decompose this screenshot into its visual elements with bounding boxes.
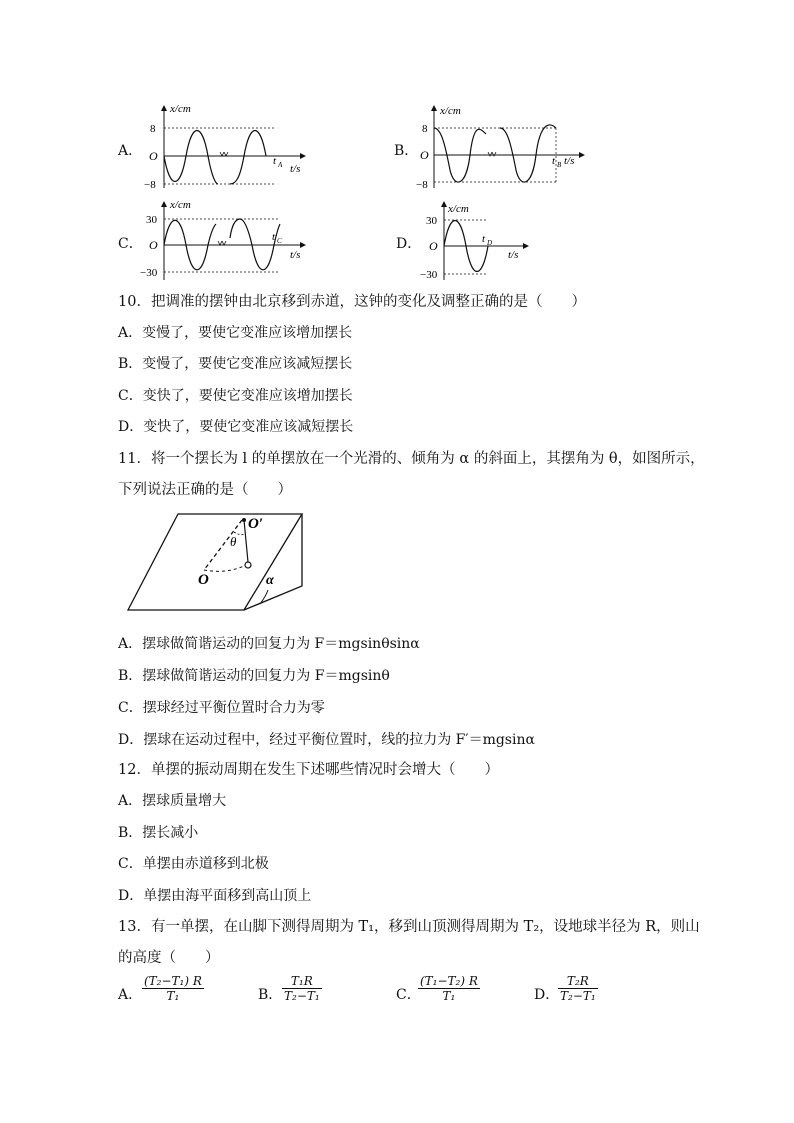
option-b: B．变慢了，要使它变准应该减短摆长 xyxy=(118,356,353,372)
label-o-prime: O′ xyxy=(248,516,264,532)
label-alpha: α xyxy=(266,573,274,588)
option-letter: B． xyxy=(394,143,419,159)
x-axis-label: t/s xyxy=(290,249,301,261)
numerator: (T₂−T₁) R xyxy=(144,974,202,988)
x-axis-label: t/s xyxy=(290,163,301,175)
t-marker-sub: C xyxy=(277,237,282,245)
y-axis-label: x/cm xyxy=(440,105,461,117)
option-a: A．摆球质量增大 xyxy=(118,793,227,809)
t-marker: t xyxy=(482,233,486,245)
option-letter: A． xyxy=(118,143,143,159)
option-d: D．单摆由海平面移到高山顶上 xyxy=(118,888,312,904)
option-c: C．摆球经过平衡位置时合力为零 xyxy=(118,700,325,716)
graph-d xyxy=(416,198,536,283)
denominator: T₂−T₁ xyxy=(284,989,320,1003)
option-a: A．摆球做简谐运动的回复力为 F＝mgsinθsinα xyxy=(118,636,420,652)
x-axis-label: t/s xyxy=(508,249,519,261)
incline-pendulum-figure xyxy=(120,508,320,616)
tick-top: 30 xyxy=(426,215,437,227)
option-d-fraction xyxy=(558,974,598,1003)
graph-c xyxy=(140,198,310,283)
option-b: B．摆长减小 xyxy=(118,825,199,841)
y-axis-label: x/cm xyxy=(448,203,469,215)
denominator: T₁ xyxy=(418,988,480,1003)
tick-bottom: −30 xyxy=(140,267,158,279)
t-marker-sub: D xyxy=(487,239,493,247)
question-stem: 12．单摆的振动周期在发生下述哪些情况时会增大（ ） xyxy=(118,762,499,778)
option-letter-d: D． xyxy=(534,987,560,1003)
option-letter: C． xyxy=(118,236,143,252)
origin-label: O xyxy=(149,149,158,163)
option-b: B．摆球做简谐运动的回复力为 F＝mgsinθ xyxy=(118,668,390,684)
option-c-fraction xyxy=(418,974,480,1003)
option-a-fraction xyxy=(142,974,204,1003)
question-stem-line-1: 11．将一个摆长为 l 的单摆放在一个光滑的、倾角为 α 的斜面上，其摆角为 θ，如图所示， xyxy=(118,451,705,467)
option-letter-a: A． xyxy=(118,987,143,1003)
graph-a xyxy=(140,100,310,195)
question-stem: 10．把调准的摆钟由北京移到赤道，这钟的变化及调整正确的是（ ） xyxy=(118,294,586,310)
option-c: C．变快了，要使它变准应该增加摆长 xyxy=(118,388,353,404)
t-marker-sub: A xyxy=(278,161,283,169)
t-marker: t xyxy=(273,155,277,167)
question-stem-line-2: 下列说法正确的是（ ） xyxy=(118,482,292,498)
graph-b xyxy=(414,100,594,195)
origin-label: O xyxy=(429,239,438,253)
label-theta: θ xyxy=(230,534,237,549)
numerator: T₁R xyxy=(290,974,313,988)
option-a: A．变慢了，要使它变准应该增加摆长 xyxy=(118,325,353,341)
numerator: T₂R xyxy=(566,974,589,988)
option-b-fraction xyxy=(282,974,322,1003)
option-d: D．变快了，要使它变准应该减短摆长 xyxy=(118,419,354,435)
tick-bottom: −30 xyxy=(420,269,438,281)
question-stem-line-2: 的高度（ ） xyxy=(118,950,220,966)
denominator: T₂−T₁ xyxy=(560,989,596,1003)
y-axis-label: x/cm xyxy=(170,199,191,211)
option-d: D．摆球在运动过程中，经过平衡位置时，线的拉力为 F′＝mgsinα xyxy=(118,732,535,748)
tick-top: 8 xyxy=(422,123,428,135)
tick-top: 8 xyxy=(150,123,156,135)
origin-label: O xyxy=(149,238,158,252)
denominator: T₁ xyxy=(142,988,204,1003)
label-o: O xyxy=(198,572,209,588)
option-letter-b: B． xyxy=(258,987,283,1003)
origin-label: O xyxy=(420,148,429,162)
y-axis-label: x/cm xyxy=(170,103,191,115)
t-marker-sub: B xyxy=(557,161,562,169)
t-marker: t xyxy=(552,155,556,167)
x-axis-label: t/s xyxy=(564,155,575,167)
option-letter: D． xyxy=(396,236,422,252)
option-letter-c: C． xyxy=(396,987,421,1003)
numerator: (T₁−T₂) R xyxy=(420,974,478,988)
t-marker: t xyxy=(272,231,276,243)
tick-bottom: −8 xyxy=(416,179,428,191)
question-stem-line-1: 13．有一单摆，在山脚下测得周期为 T₁，移到山顶测得周期为 T₂，设地球半径为 R，则山 xyxy=(118,919,700,935)
tick-top: 30 xyxy=(146,214,157,226)
tick-bottom: −8 xyxy=(144,179,156,191)
option-c: C．单摆由赤道移到北极 xyxy=(118,856,269,872)
